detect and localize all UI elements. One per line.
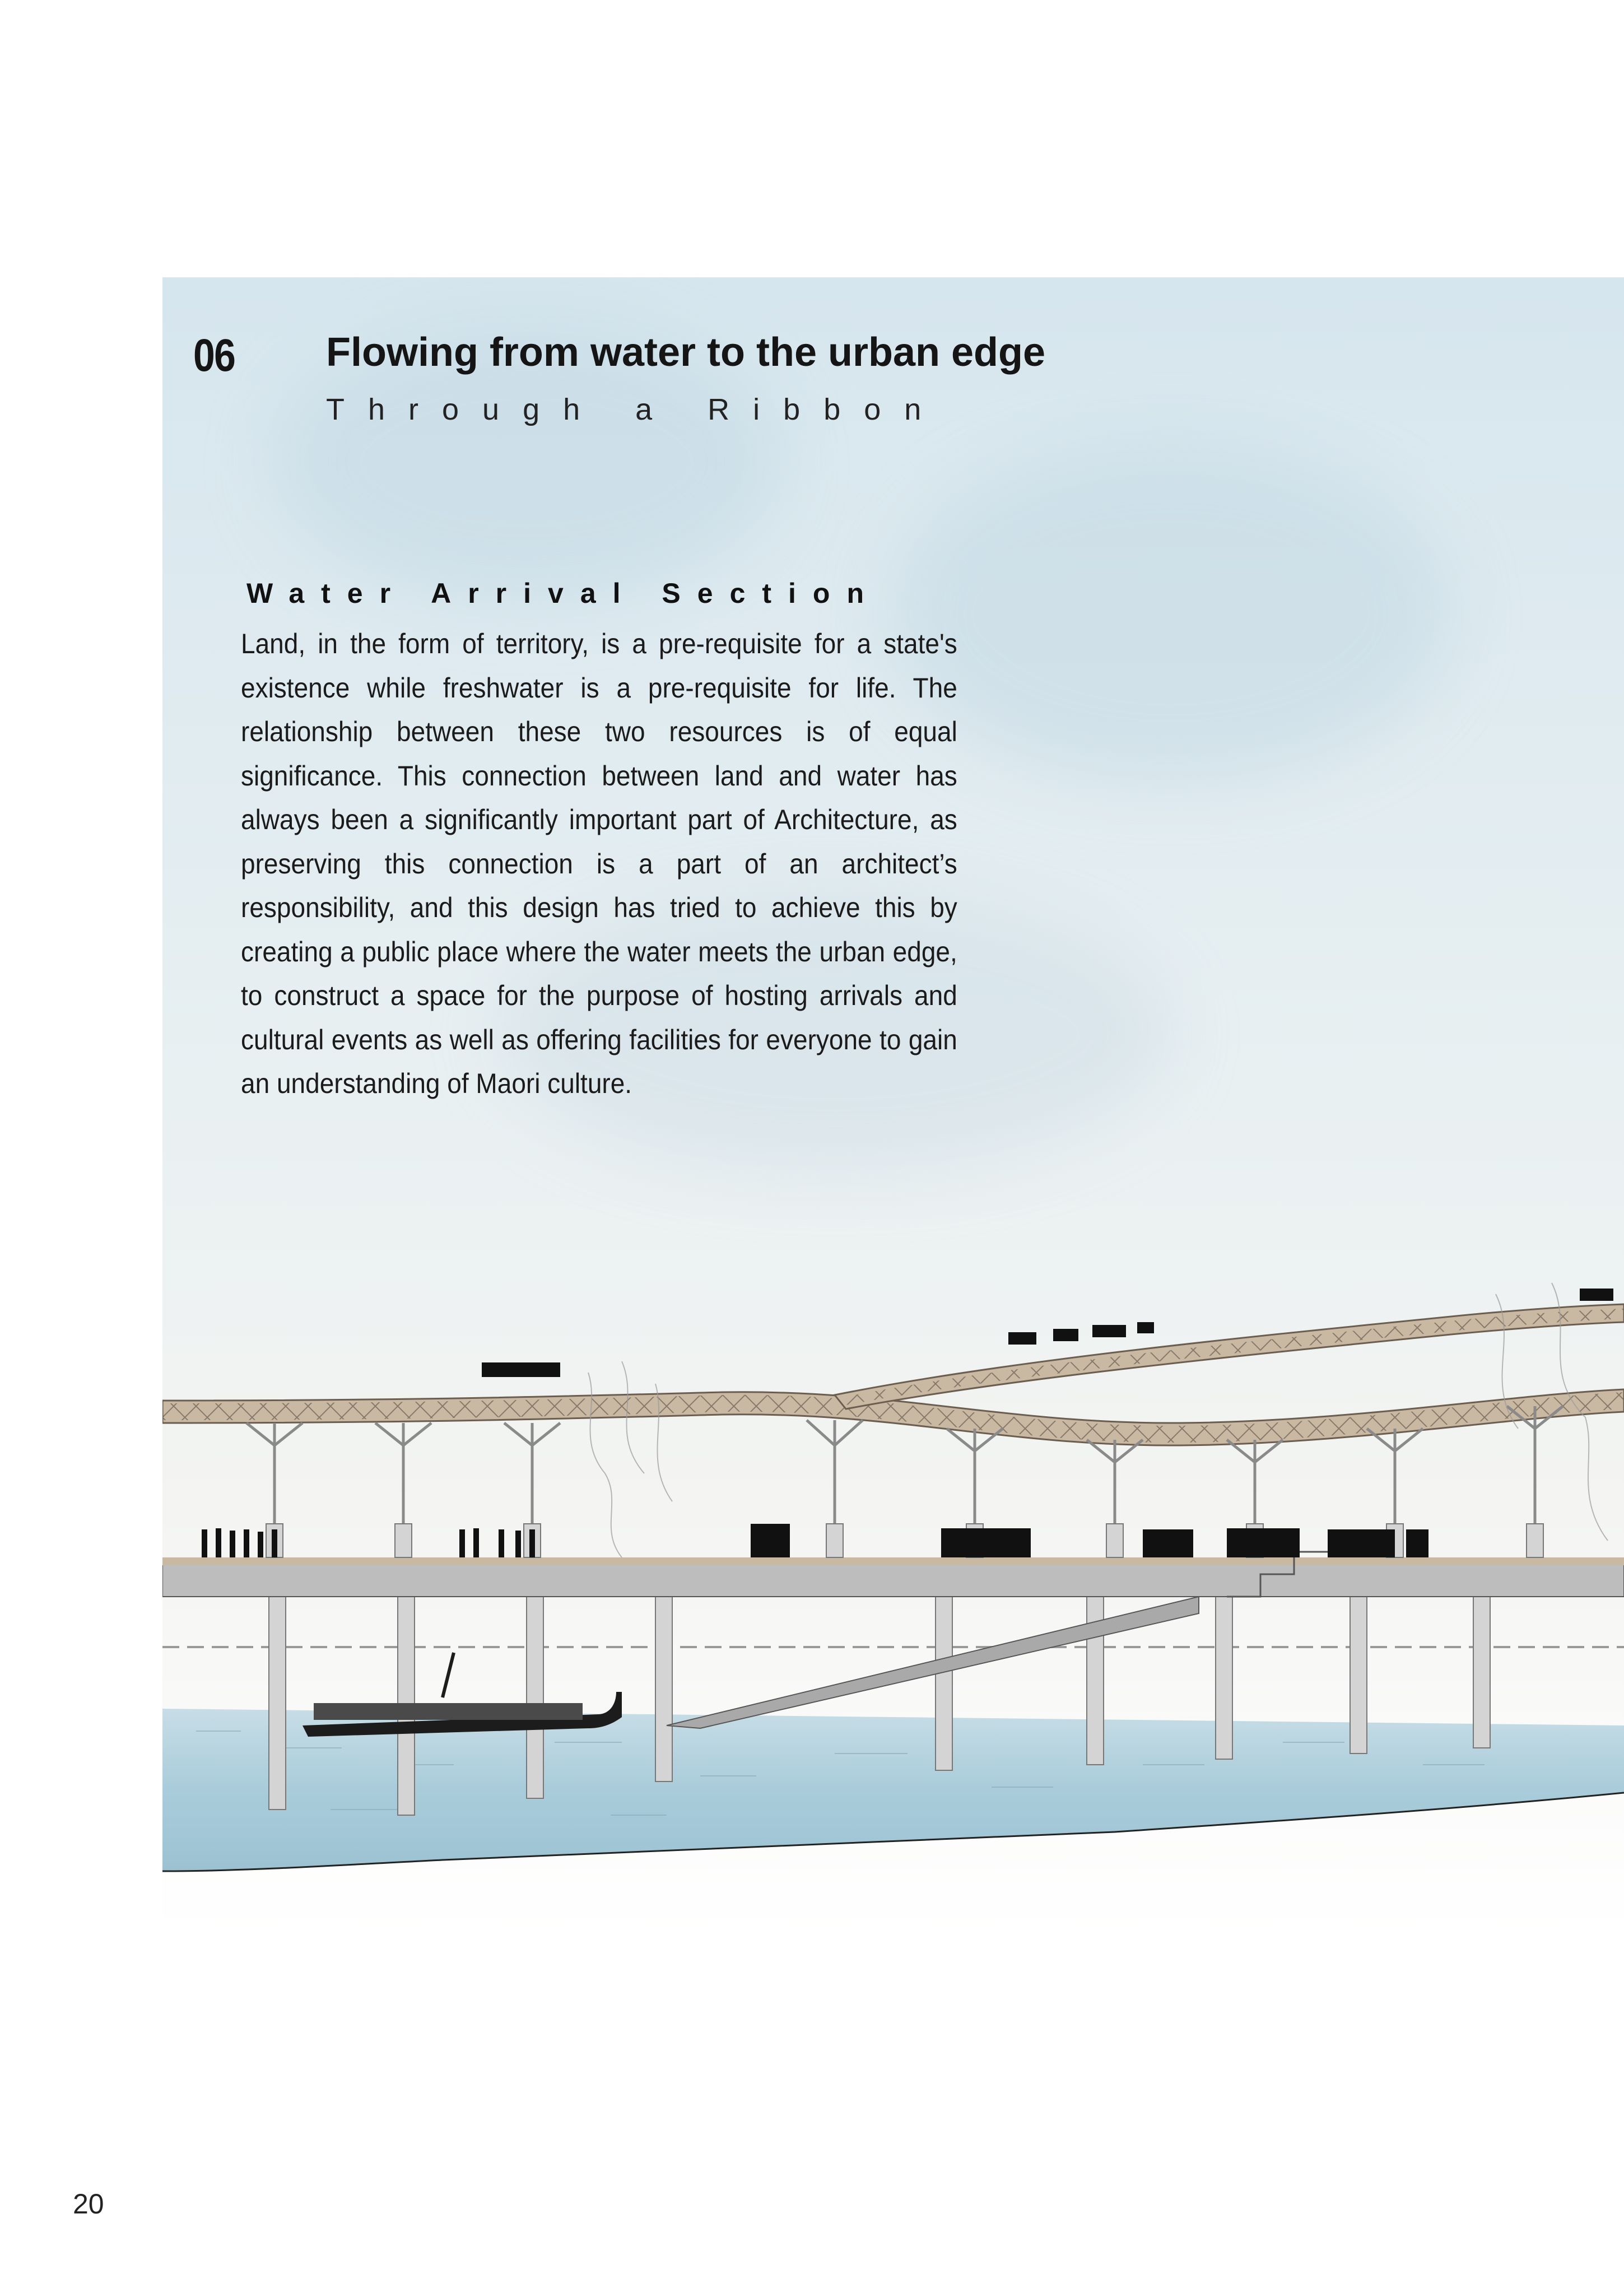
water-arrival-section-drawing: [162, 1261, 1624, 1961]
page-title: Flowing from water to the urban edge: [326, 330, 1046, 375]
main-deck: [162, 1552, 1624, 1597]
upper-ribbon: [835, 1304, 1624, 1409]
boat-ramp: [667, 1597, 1199, 1728]
section-heading: Water Arrival Section: [246, 578, 881, 609]
page-number: 20: [73, 2188, 104, 2220]
waka-canoe: [303, 1653, 622, 1737]
section-body: Land, in the form of territory, is a pre-requisite for a state's existence while freshwater is a pre-requisite for life. The relationship between these two resources is of equal significance. This connection between land and water has always been a significantly important part of Architecture, as preserving this connection is a part of an architect’s responsibility, and this design has tried to achieve this by creating a public place where the water meets the urban edge, to construct a space for the purpose of hosting arrivals and cultural events as well as offering facilities for everyone to gain an understanding of Maori culture.: [241, 628, 957, 1099]
page-subtitle: Through a Ribbon: [326, 393, 945, 426]
people-on-deck: [202, 1524, 1428, 1557]
section-number: 06: [193, 330, 235, 381]
